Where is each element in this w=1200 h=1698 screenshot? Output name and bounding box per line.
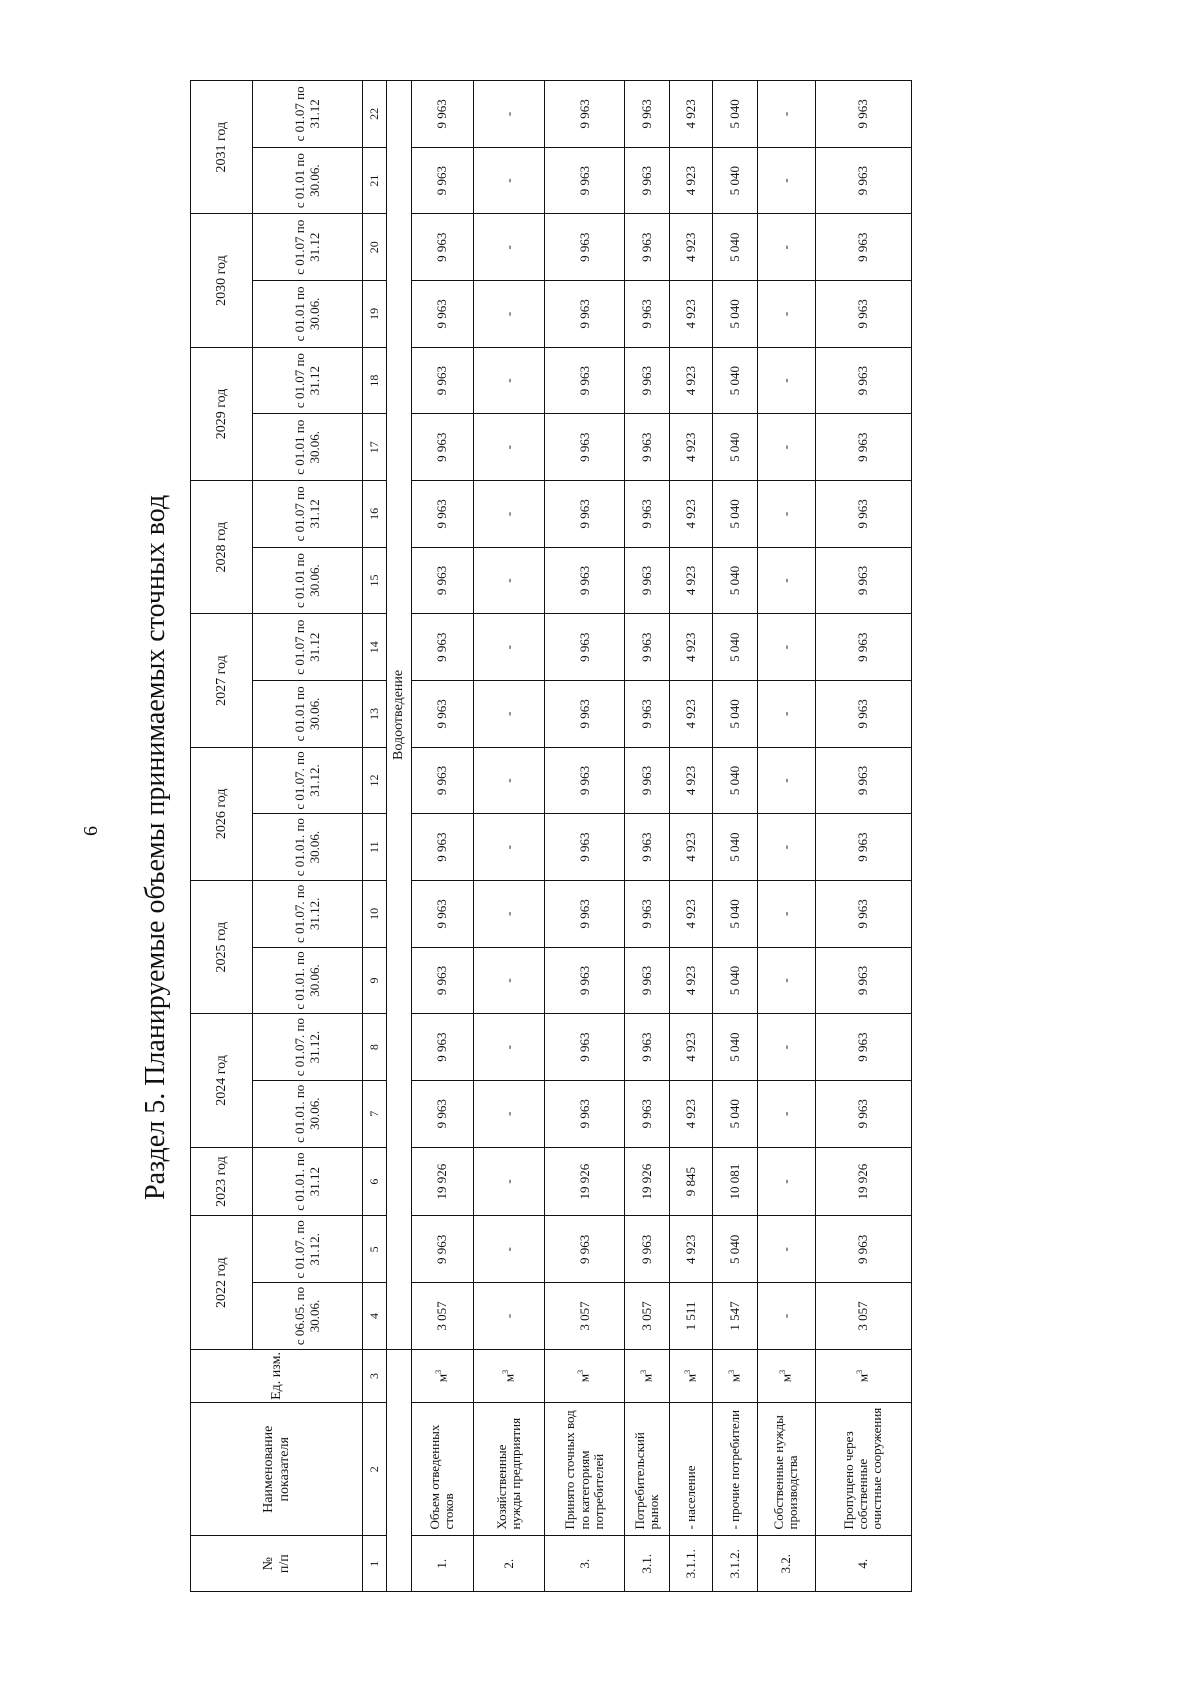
value-cell: 4 923 [670, 947, 713, 1014]
value-cell: - [758, 947, 815, 1014]
value-cell: - [473, 281, 545, 348]
value-cell: - [758, 147, 815, 214]
value-cell: 9 963 [815, 614, 911, 681]
value-cell: 9 963 [815, 281, 911, 348]
value-cell: 9 963 [412, 81, 473, 148]
section-label: Водоотведение [386, 81, 412, 1350]
header-period: с 01.01. по 30.06. [253, 947, 363, 1014]
value-cell: 5 040 [713, 414, 758, 481]
header-period: с 01.07 по 31.12 [253, 214, 363, 281]
column-index: 6 [363, 1147, 387, 1216]
unit-text: м [855, 1373, 871, 1383]
section-spacer [386, 1349, 412, 1591]
column-index: 10 [363, 881, 387, 948]
value-cell: 9 963 [412, 681, 473, 748]
header-period: с 01.07. по 31.12. [253, 1014, 363, 1081]
row-unit [545, 1349, 625, 1402]
header-year: 2028 год [191, 481, 253, 614]
value-cell: 4 923 [670, 681, 713, 748]
value-cell: 9 963 [545, 347, 625, 414]
row-number: 3. [545, 1536, 625, 1592]
value-cell: 9 963 [545, 214, 625, 281]
value-cell: 9 963 [545, 681, 625, 748]
value-cell: 4 923 [670, 81, 713, 148]
column-index: 15 [363, 547, 387, 614]
value-cell: 9 963 [412, 881, 473, 948]
value-cell: 3 057 [412, 1283, 473, 1350]
value-cell: - [758, 414, 815, 481]
wastewater-volumes-table-wrapper [190, 80, 912, 1592]
value-cell: 5 040 [713, 614, 758, 681]
value-cell: 9 963 [412, 147, 473, 214]
value-cell: 9 963 [545, 1216, 625, 1283]
header-year: 2025 год [191, 881, 253, 1014]
value-cell: - [473, 147, 545, 214]
value-cell: - [758, 881, 815, 948]
table-row [412, 81, 473, 1592]
header-period: с 01.07 по 31.12 [253, 81, 363, 148]
section-row [386, 81, 412, 1592]
value-cell: 9 963 [545, 814, 625, 881]
value-cell: 9 963 [815, 1216, 911, 1283]
value-cell: 10 081 [713, 1147, 758, 1216]
column-index: 1 [363, 1536, 387, 1592]
value-cell: - [758, 481, 815, 548]
header-year: 2023 год [191, 1147, 253, 1216]
value-cell: 9 963 [545, 414, 625, 481]
header-period: с 01.01 по 30.06. [253, 681, 363, 748]
value-cell: 4 923 [670, 1014, 713, 1081]
value-cell: 5 040 [713, 347, 758, 414]
value-cell: 9 963 [625, 947, 670, 1014]
column-index: 16 [363, 481, 387, 548]
value-cell: - [473, 747, 545, 814]
unit-text: м [727, 1373, 743, 1383]
header-period: с 06.05. по 30.06. [253, 1283, 363, 1350]
unit-superscript: 3 [778, 1369, 788, 1374]
column-index: 5 [363, 1216, 387, 1283]
value-cell: 9 963 [545, 614, 625, 681]
value-cell: - [758, 747, 815, 814]
value-cell: - [473, 814, 545, 881]
value-cell: 1 547 [713, 1283, 758, 1350]
value-cell: 9 963 [625, 747, 670, 814]
column-index: 11 [363, 814, 387, 881]
value-cell: 9 963 [412, 547, 473, 614]
column-index: 12 [363, 747, 387, 814]
value-cell: 9 963 [815, 547, 911, 614]
value-cell: 5 040 [713, 547, 758, 614]
header-period: с 01.01 по 30.06. [253, 414, 363, 481]
row-number: 3.2. [758, 1536, 815, 1592]
value-cell: 9 963 [545, 1014, 625, 1081]
value-cell: 9 963 [412, 814, 473, 881]
value-cell: 4 923 [670, 147, 713, 214]
value-cell: - [473, 947, 545, 1014]
row-number: 4. [815, 1536, 911, 1592]
value-cell: 1 511 [670, 1283, 713, 1350]
value-cell: 19 926 [545, 1147, 625, 1216]
unit-superscript: 3 [855, 1369, 865, 1374]
value-cell: 9 963 [815, 481, 911, 548]
value-cell: 9 963 [545, 147, 625, 214]
value-cell: 9 963 [625, 414, 670, 481]
value-cell: 9 963 [412, 347, 473, 414]
value-cell: - [473, 347, 545, 414]
value-cell: - [473, 414, 545, 481]
value-cell: 9 963 [625, 214, 670, 281]
value-cell: 9 963 [815, 1080, 911, 1147]
value-cell: 19 926 [815, 1147, 911, 1216]
value-cell: 9 963 [625, 1080, 670, 1147]
unit-text: м [434, 1373, 450, 1383]
value-cell: - [758, 614, 815, 681]
value-cell: 4 923 [670, 281, 713, 348]
value-cell: 3 057 [625, 1283, 670, 1350]
row-number: 2. [473, 1536, 545, 1592]
value-cell: 9 963 [412, 1080, 473, 1147]
value-cell: - [473, 1216, 545, 1283]
unit-text: м [500, 1373, 516, 1383]
value-cell: 9 963 [545, 481, 625, 548]
header-period: с 01.07 по 31.12 [253, 347, 363, 414]
column-index: 8 [363, 1014, 387, 1081]
header-name: Наименование показателя [191, 1403, 363, 1536]
row-number: 3.1.1. [670, 1536, 713, 1592]
row-name: Потребительский рынок [625, 1403, 670, 1536]
unit-superscript: 3 [576, 1369, 586, 1374]
column-index: 2 [363, 1403, 387, 1536]
value-cell: 9 963 [815, 347, 911, 414]
value-cell: 9 963 [815, 414, 911, 481]
value-cell: 19 926 [412, 1147, 473, 1216]
row-name: - прочие потребители [713, 1403, 758, 1536]
value-cell: 9 963 [815, 214, 911, 281]
value-cell: - [758, 814, 815, 881]
value-cell: - [758, 81, 815, 148]
header-period: с 01.07. по 31.12. [253, 881, 363, 948]
value-cell: 9 963 [815, 881, 911, 948]
value-cell: 9 963 [545, 281, 625, 348]
value-cell: 9 963 [412, 747, 473, 814]
value-cell: 4 923 [670, 214, 713, 281]
value-cell: 9 963 [815, 147, 911, 214]
unit-superscript: 3 [682, 1369, 692, 1374]
row-name: Хозяйственные нужды предприятия [473, 1403, 545, 1536]
column-index: 7 [363, 1080, 387, 1147]
unit-superscript: 3 [500, 1369, 510, 1374]
header-period: с 01.07 по 31.12 [253, 481, 363, 548]
value-cell: 9 963 [412, 614, 473, 681]
unit-superscript: 3 [434, 1369, 444, 1374]
value-cell: 9 963 [412, 281, 473, 348]
value-cell: 4 923 [670, 1080, 713, 1147]
header-year: 2024 год [191, 1014, 253, 1147]
column-index: 4 [363, 1283, 387, 1350]
value-cell: 9 963 [625, 547, 670, 614]
column-index: 9 [363, 947, 387, 1014]
value-cell: 9 963 [412, 1014, 473, 1081]
value-cell: 3 057 [815, 1283, 911, 1350]
header-period: с 01.07. по 31.12. [253, 1216, 363, 1283]
value-cell: 9 963 [545, 1080, 625, 1147]
value-cell: 5 040 [713, 947, 758, 1014]
row-unit [713, 1349, 758, 1402]
column-index: 14 [363, 614, 387, 681]
table-row [473, 81, 545, 1592]
value-cell: 9 963 [625, 281, 670, 348]
value-cell: 9 963 [625, 1014, 670, 1081]
table-row [625, 81, 670, 1592]
column-index: 22 [363, 81, 387, 148]
header-period: с 01.01. по 31.12 [253, 1147, 363, 1216]
row-unit [815, 1349, 911, 1402]
value-cell: - [473, 81, 545, 148]
value-cell: - [473, 1080, 545, 1147]
value-cell: 4 923 [670, 414, 713, 481]
page-number: 6 [80, 826, 102, 836]
section-title: Раздел 5. Планируемые объемы принимаемых сточных вод [140, 494, 171, 1200]
value-cell: 4 923 [670, 747, 713, 814]
row-unit [412, 1349, 473, 1402]
value-cell: 9 963 [625, 814, 670, 881]
header-year: 2031 год [191, 81, 253, 214]
header-period: с 01.01. по 30.06. [253, 1080, 363, 1147]
value-cell: 9 963 [625, 614, 670, 681]
header-year: 2030 год [191, 214, 253, 347]
value-cell: 9 963 [625, 881, 670, 948]
table-row [815, 81, 911, 1592]
row-unit [670, 1349, 713, 1402]
value-cell: - [473, 1283, 545, 1350]
header-year: 2029 год [191, 347, 253, 480]
value-cell: 9 963 [625, 681, 670, 748]
value-cell: 9 963 [545, 947, 625, 1014]
header-period: с 01.01 по 30.06. [253, 547, 363, 614]
value-cell: 5 040 [713, 81, 758, 148]
row-name: Принято сточных вод по категориям потребителей [545, 1403, 625, 1536]
value-cell: 19 926 [625, 1147, 670, 1216]
value-cell: 5 040 [713, 481, 758, 548]
value-cell: - [758, 681, 815, 748]
value-cell: 5 040 [713, 1080, 758, 1147]
value-cell: - [473, 547, 545, 614]
header-unit: Ед. изм. [191, 1349, 363, 1402]
table-row [758, 81, 815, 1592]
value-cell: 4 923 [670, 881, 713, 948]
value-cell: 4 923 [670, 547, 713, 614]
value-cell: 5 040 [713, 881, 758, 948]
value-cell: - [758, 347, 815, 414]
header-no: № п/п [191, 1536, 363, 1592]
value-cell: 5 040 [713, 814, 758, 881]
value-cell: - [473, 481, 545, 548]
header-year: 2026 год [191, 747, 253, 880]
unit-text: м [778, 1373, 794, 1383]
value-cell: - [473, 1147, 545, 1216]
value-cell: 4 923 [670, 347, 713, 414]
column-index: 13 [363, 681, 387, 748]
unit-superscript: 3 [726, 1369, 736, 1374]
value-cell: - [758, 1147, 815, 1216]
value-cell: 4 923 [670, 814, 713, 881]
value-cell: 9 963 [815, 947, 911, 1014]
value-cell: - [758, 1080, 815, 1147]
value-cell: 9 963 [412, 481, 473, 548]
header-row-years [191, 81, 253, 1592]
value-cell: 3 057 [545, 1283, 625, 1350]
value-cell: - [758, 1216, 815, 1283]
header-period: с 01.07. по 31.12. [253, 747, 363, 814]
value-cell: 9 963 [815, 814, 911, 881]
unit-text: м [683, 1373, 699, 1383]
value-cell: 5 040 [713, 1216, 758, 1283]
value-cell: - [758, 547, 815, 614]
column-index: 18 [363, 347, 387, 414]
table-row [670, 81, 713, 1592]
value-cell: 9 963 [412, 214, 473, 281]
row-number: 3.1. [625, 1536, 670, 1592]
value-cell: 9 963 [412, 947, 473, 1014]
value-cell: 4 923 [670, 1216, 713, 1283]
column-index: 21 [363, 147, 387, 214]
value-cell: 9 963 [545, 881, 625, 948]
row-name: Собственные нужды производства [758, 1403, 815, 1536]
column-index: 3 [363, 1349, 387, 1402]
column-index-row [363, 81, 387, 1592]
value-cell: 9 963 [625, 347, 670, 414]
value-cell: 9 963 [815, 81, 911, 148]
row-number: 3.1.2. [713, 1536, 758, 1592]
value-cell: 9 963 [815, 681, 911, 748]
value-cell: - [758, 281, 815, 348]
value-cell: 5 040 [713, 747, 758, 814]
value-cell: 9 963 [625, 481, 670, 548]
value-cell: 9 963 [815, 747, 911, 814]
value-cell: - [473, 1014, 545, 1081]
table-row [545, 81, 625, 1592]
header-year: 2027 год [191, 614, 253, 747]
value-cell: 9 963 [545, 747, 625, 814]
unit-text: м [576, 1373, 592, 1383]
table-row [713, 81, 758, 1592]
header-period: с 01.07 по 31.12 [253, 614, 363, 681]
value-cell: 4 923 [670, 481, 713, 548]
value-cell: 9 963 [545, 547, 625, 614]
unit-superscript: 3 [638, 1369, 648, 1374]
value-cell: 5 040 [713, 1014, 758, 1081]
value-cell: 5 040 [713, 147, 758, 214]
value-cell: - [758, 214, 815, 281]
value-cell: - [758, 1014, 815, 1081]
value-cell: 9 963 [625, 81, 670, 148]
row-name: Пропущено через собственные очистные сооружения [815, 1403, 911, 1536]
row-name: Объем отведенных стоков [412, 1403, 473, 1536]
value-cell: 4 923 [670, 614, 713, 681]
value-cell: 9 963 [545, 81, 625, 148]
value-cell: 9 963 [412, 1216, 473, 1283]
value-cell: 5 040 [713, 214, 758, 281]
value-cell: - [473, 614, 545, 681]
header-period: с 01.01. по 30.06. [253, 814, 363, 881]
row-unit [625, 1349, 670, 1402]
row-number: 1. [412, 1536, 473, 1592]
column-index: 17 [363, 414, 387, 481]
value-cell: - [473, 681, 545, 748]
row-name: - население [670, 1403, 713, 1536]
value-cell: 9 963 [815, 1014, 911, 1081]
column-index: 19 [363, 281, 387, 348]
value-cell: - [758, 1283, 815, 1350]
value-cell: 9 963 [412, 414, 473, 481]
column-index: 20 [363, 214, 387, 281]
row-unit [758, 1349, 815, 1402]
value-cell: - [473, 881, 545, 948]
value-cell: 5 040 [713, 281, 758, 348]
header-year: 2022 год [191, 1216, 253, 1349]
value-cell: 5 040 [713, 681, 758, 748]
wastewater-volumes-table [190, 80, 912, 1592]
unit-text: м [639, 1373, 655, 1383]
value-cell: 9 963 [625, 147, 670, 214]
value-cell: 9 845 [670, 1147, 713, 1216]
value-cell: 9 963 [625, 1216, 670, 1283]
header-period: с 01.01 по 30.06. [253, 281, 363, 348]
value-cell: - [473, 214, 545, 281]
header-period: с 01.01 по 30.06. [253, 147, 363, 214]
row-unit [473, 1349, 545, 1402]
